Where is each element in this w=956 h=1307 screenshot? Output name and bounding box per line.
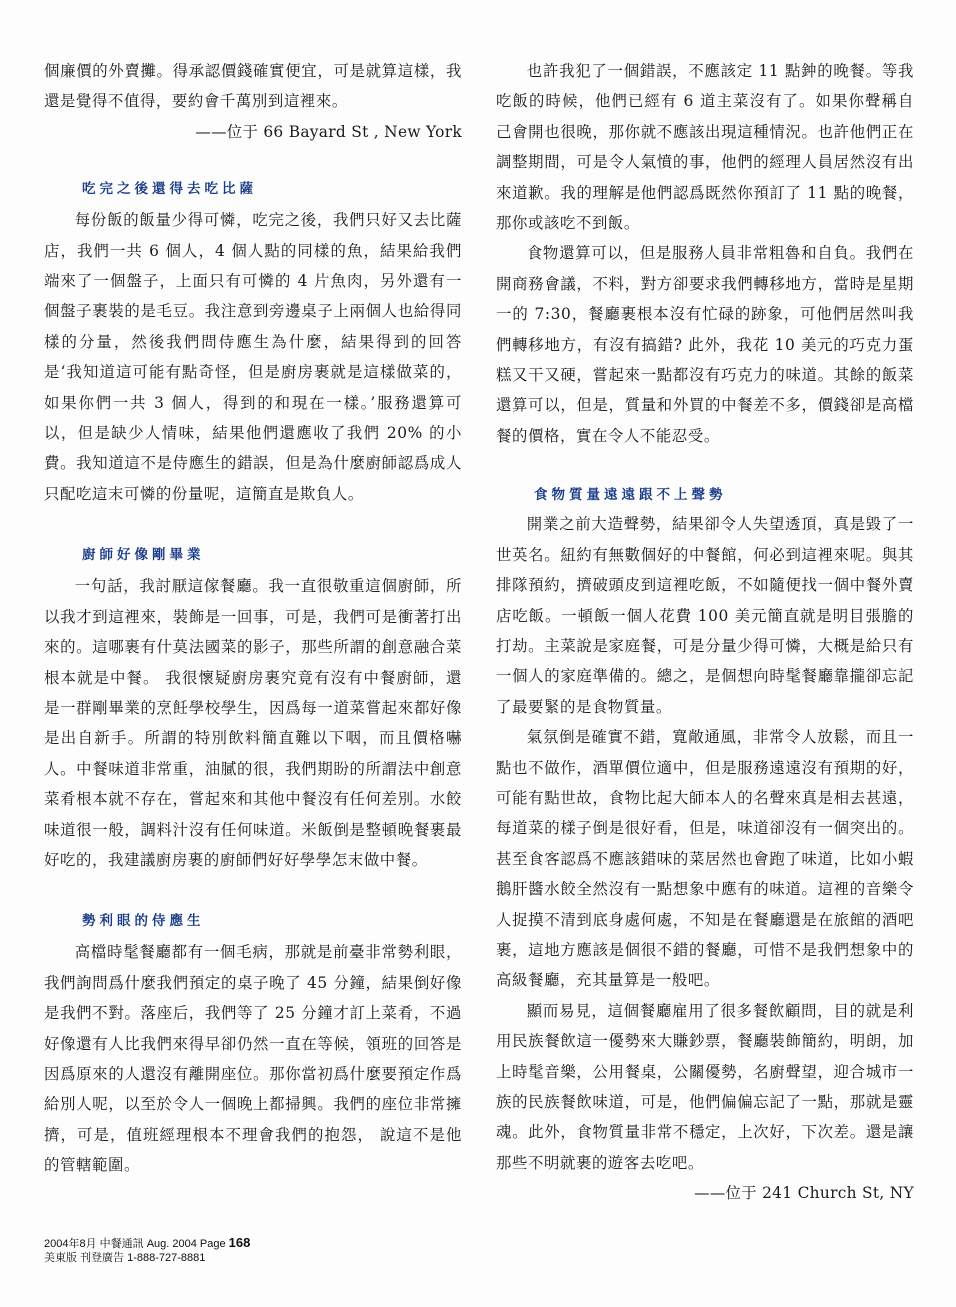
paragraph-pizza: 每份飯的飯量少得可憐，吃完之後，我們只好又去比薩店，我們一共 6 個人，4 個人點的同樣的魚，結果給我們端來了一個盤子，上面只有可憐的 4 片魚肉，另外還有一個盤子裹裝的是毛豆。我注意到旁邊桌子上兩個人也給得同樣的分量，然後我們問侍應生為什麼，結果得到的回答是‘我知道這可能有點奇怪，但是廚房裹就是這樣做菜的，如果你們一共 3 個人，得到的和現在一樣。’服務還算可以，但是缺少人情味，結果他們還應收了我們 20% 的小費。我知道這不是侍應生的錯誤，但是為什麼廚師認爲成人只配吃這末可憐的份量呢，這簡直是欺負人。 — [44, 211, 462, 503]
paragraph-chef: 一句話，我討厭這傢餐廳。我一直很敬重這個廚師，所以我才到這裡來，裝飾是一回事，可是，我們可是衝著打出來的。這哪裹有什莫法國菜的影子，那些所謂的創意融合菜根本就是中餐。 我很懷疑廚房裹究竟有沒有中餐廚師，還是一群剛畢業的烹飪學校學生，因爲每一道菜嘗起來都好像是出自新手。所謂的特別飲料簡直難以下咽，而且價格嚇人。中餐味道非常重，油膩的很，我們期盼的所謂法中創意菜肴根本就不存在，嘗起來和其他中餐沒有任何差別。水餃味道很一般，調料汁沒有任何味道。米飯倒是整頓晚餐裹最好吃的，我建議廚房裹的廚師們好好學學怎末做中餐。 — [44, 577, 462, 869]
page-footer — [44, 1236, 250, 1265]
paragraph-atmosphere: 氣氛倒是確實不錯，寬敞通風，非常令人放鬆，而且一點也不做作，酒單價位適中，但是服務遠遠沒有預期的好，可能有點世故，食物比起大師本人的名聲來真是相去甚遠，每道菜的樣子倒是很好看，但是，味道卻沒有一個突出的。甚至食客認爲不應該錯味的菜居然也會跑了味道，比如小蝦鵝肝醬水餃全然沒有一點想象中應有的味道。這裡的音樂令人捉摸不清到底身處何處，不知是在餐廳還是在旅館的酒吧裹，這地方應該是個很不錯的餐廳，可惜不是我們想象中的高級餐廳，充其量算是一般吧。 — [496, 728, 914, 990]
page-number: 168 — [228, 1235, 251, 1250]
right-column — [496, 56, 914, 1209]
section-heading-pizza: 吃完之後還得去吃比薩 — [82, 181, 257, 198]
paragraph-service: 食物還算可以，但是服務人員非常粗魯和自負。我們在開商務會議，不料，對方卻要求我們轉移地方，當時是星期一的 7:30，餐廳裹根本沒有忙碌的跡象，可他們居然叫我們轉移地方，有沒有搞錯? 此外，我花 10 美元的巧克力蛋糕又干又硬，嘗起來一點都沒有巧克力的味道。其餘的飯菜還算可以，但是，質量和外買的中餐差不多，價錢卻是高檔餐的價格，實在令人不能忍受。 — [496, 244, 914, 445]
restaurant-address-2: ——位于 241 Church St, NY — [694, 1184, 914, 1203]
section-heading-quality: 食物質量遠遠跟不上聲勢 — [534, 487, 727, 504]
footer-issue-line — [44, 1236, 250, 1251]
section-heading-waiter: 勢利眼的侍應生 — [82, 913, 205, 930]
section-heading-chef: 廚師好像剛畢業 — [82, 547, 205, 564]
paragraph-late-dinner: 也許我犯了一個錯誤，不應該定 11 點鈡的晚餐。等我吃飯的時候，他們已經有 6 道主菜沒有了。如果你聲稱自己會開也很晚，那你就不應該出現這種情況。也許他們正在調整期間，可是令人氣憤的事，他們的經理人員居然沒有出來道歉。我的理解是他們認爲既然你預訂了 11 點的晚餐，那你或該吃不到飯。 — [496, 62, 914, 233]
paragraph-consultants: 顯而易見，這個餐廳雇用了很多餐飲顧問，目的就是利用民族餐飲這一優勢來大賺鈔票，餐廳裝飾簡約，明朗，加上時髦音樂，公用餐桌，公關優勢，名廚聲望，迎合城市一族的民族餐飲味道，可是，他們偏偏忘記了一點，那就是靈魂。此外，食物質量非常不穩定，上次好，下次差。還是讓那些不明就裹的遊客去吃吧。 — [496, 1001, 914, 1172]
paragraph-hype: 開業之前大造聲勢，結果卻令人失望透頂，真是毀了一世英名。紐約有無數個好的中餐館，何必到這裡來呢。與其排隊預約，擠破頭皮到這裡吃飯，不如隨便找一個中餐外賣店吃飯。一頓飯一個人花費 100 美元簡直就是明目張膽的打劫。主菜說是家庭餐，可是分量少得可憐，大概是給只有一個人的家庭準備的。總之，是個想向時髦餐廳靠攏卻忘記了最要緊的是食物質量。 — [496, 515, 914, 716]
left-column — [44, 56, 462, 1181]
paragraph-waiter: 高檔時髦餐廳都有一個毛病，那就是前臺非常勢利眼，我們詢問爲什麼我們預定的桌子晚了 45 分鐘，結果倒好像是我們不對。落座后，我們等了 25 分鐘才訂上菜肴，不過好像還有人比我們來得早卻仍然一直在等候，領班的回答是因爲原來的人還沒有離開座位。那你當初爲什麼要預定作爲給別人呢，以至於令人一個晚上都掃興。我們的座位非常擁擠，可是，值班經理根本不理會我們的抱怨， 說這不是他的管轄範圍。 — [44, 943, 462, 1175]
footer-ad-line: 美東版 刊登廣告 1-888-727-8881 — [44, 1252, 206, 1264]
restaurant-address-1: ——位于 66 Bayard St , New York — [195, 122, 462, 141]
intro-paragraph: 個廉價的外賣攤。得承認價錢確實便宜，可是就算這樣，我還是覺得不值得，要約會千萬別到這裡來。 — [44, 62, 462, 111]
footer-issue-text: 2004年8月 中餐通訊 Aug. 2004 Page — [44, 1238, 226, 1250]
